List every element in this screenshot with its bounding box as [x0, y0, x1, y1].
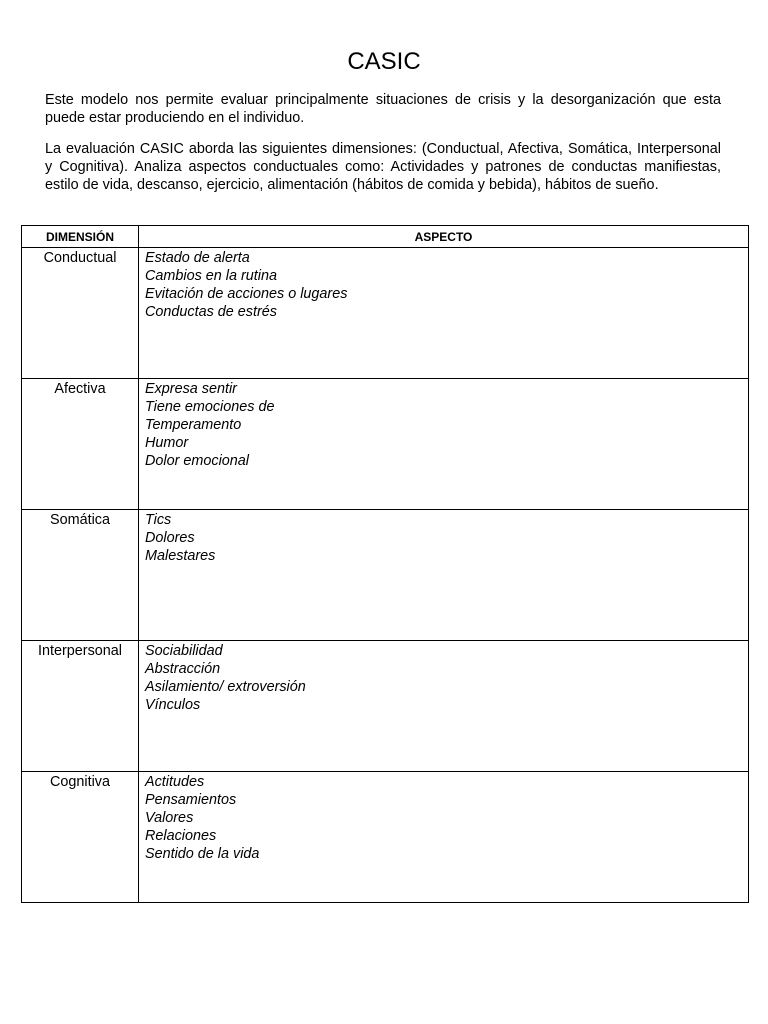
column-header-dimension: DIMENSIÓN	[22, 226, 139, 248]
table-row	[22, 248, 749, 379]
aspect-cell	[139, 510, 749, 641]
dimensions-paragraph: La evaluación CASIC aborda las siguientes dimensiones: (Conductual, Afectiva, Somática, Interpersonal y Cognitiva). Analiza aspectos conductuales como: Actividades y patrones de conductas manifiestas, estilo de vida, descanso, ejercicio, alimentación (hábitos de comida y bebida), hábitos de sueño.	[45, 141, 721, 193]
aspect-item: Pensamientos	[145, 792, 237, 808]
aspect-item: Dolores	[145, 530, 195, 546]
dimension-cell: Cognitiva	[22, 772, 139, 903]
aspect-item: Cambios en la rutina	[145, 268, 277, 284]
aspect-item: Sociabilidad	[145, 643, 223, 659]
aspect-item: Abstracción	[145, 661, 221, 677]
table-row	[22, 379, 749, 510]
intro-paragraph: Este modelo nos permite evaluar principalmente situaciones de crisis y la desorganización que esta puede estar produciendo en el individuo.	[45, 92, 721, 126]
aspect-item: Valores	[145, 810, 194, 826]
table-row	[22, 772, 749, 903]
dimension-cell: Conductual	[22, 248, 139, 379]
aspect-item: Humor	[145, 435, 189, 451]
aspect-item: Tics	[145, 512, 172, 528]
table-body	[22, 248, 749, 903]
aspect-item: Temperamento	[145, 417, 242, 433]
aspect-item: Estado de alerta	[145, 250, 250, 266]
aspect-item: Tiene emociones de	[145, 399, 275, 415]
aspect-item: Dolor emocional	[145, 453, 249, 469]
dimension-cell: Interpersonal	[22, 641, 139, 772]
column-header-aspect: ASPECTO	[139, 226, 749, 248]
aspect-item: Malestares	[145, 548, 216, 564]
aspect-item: Conductas de estrés	[145, 304, 277, 320]
casic-table	[21, 225, 749, 903]
aspect-cell	[139, 248, 749, 379]
aspect-item: Evitación de acciones o lugares	[145, 286, 348, 302]
aspect-cell	[139, 641, 749, 772]
table-header-row	[22, 226, 749, 248]
aspect-item: Vínculos	[145, 697, 201, 713]
aspect-cell	[139, 379, 749, 510]
aspect-cell	[139, 772, 749, 903]
aspect-item: Actitudes	[145, 774, 205, 790]
dimension-cell: Somática	[22, 510, 139, 641]
aspect-item: Sentido de la vida	[145, 846, 260, 862]
table-row	[22, 510, 749, 641]
aspect-item: Relaciones	[145, 828, 217, 844]
dimension-cell: Afectiva	[22, 379, 139, 510]
page-title: CASIC	[347, 48, 421, 75]
aspect-item: Asilamiento/ extroversión	[145, 679, 306, 695]
aspect-item: Expresa sentir	[145, 381, 237, 397]
table-row	[22, 641, 749, 772]
